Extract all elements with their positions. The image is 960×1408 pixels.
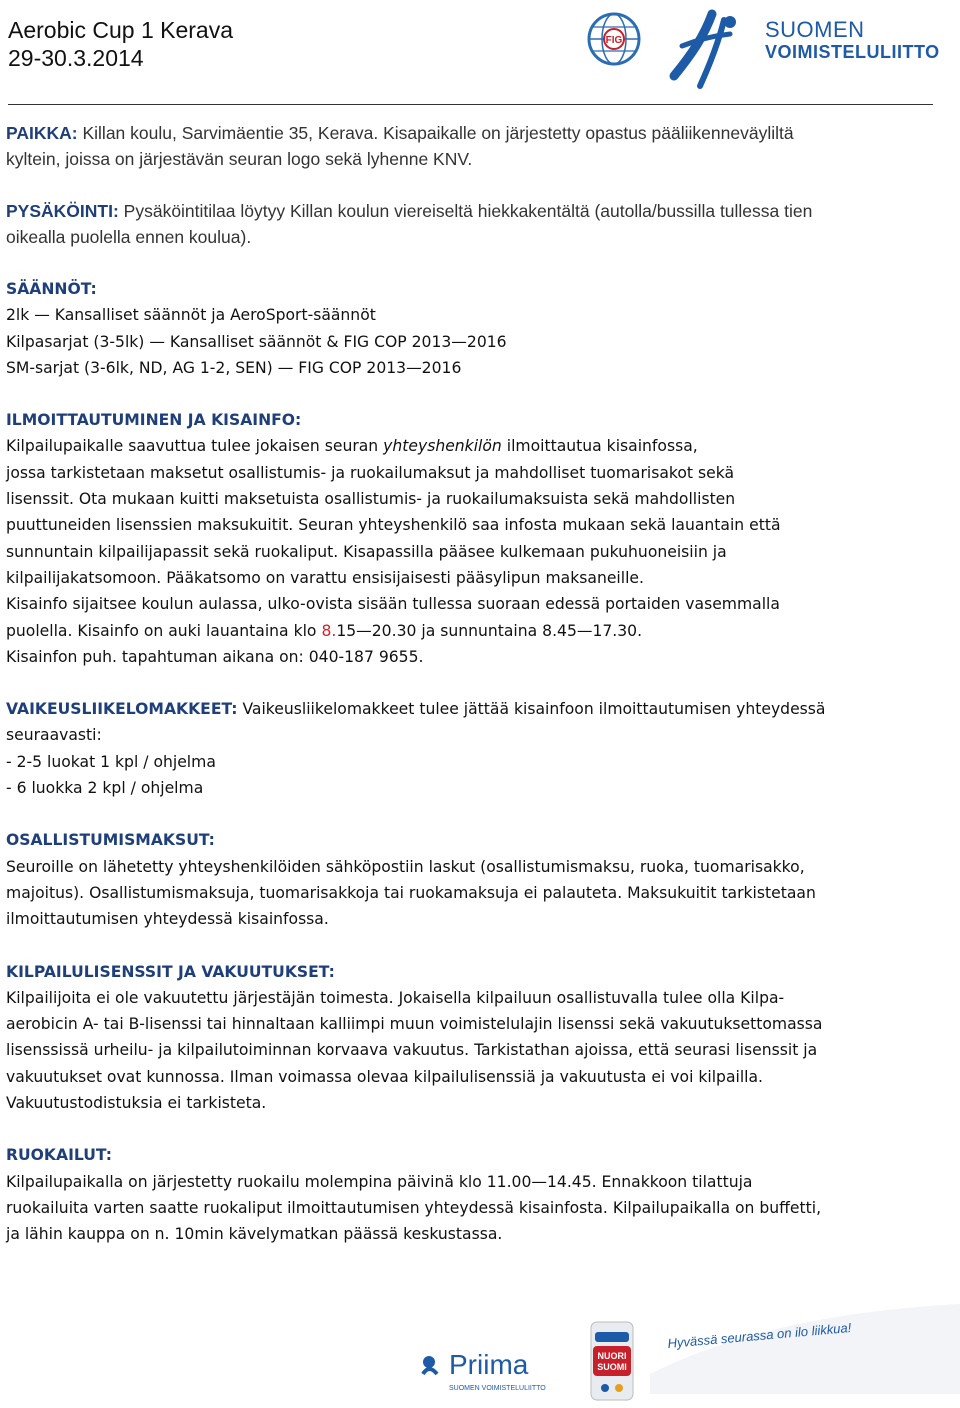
paikka-line2: kyltein, joissa on järjestävän seuran logo sekä lyhenne KNV. bbox=[6, 149, 473, 169]
gymnast-figure-icon bbox=[652, 6, 762, 96]
ruokailut-line: ruokailuita varten saatte ruokaliput ilmoittautumisen yhteydessä kisainfosta. Kilpailupaikalla on buffetti, bbox=[6, 1198, 822, 1217]
maksut-label: OSALLISTUMISMAKSUT: bbox=[6, 831, 215, 850]
ilmoittautuminen-label: ILMOITTAUTUMINEN JA KISAINFO: bbox=[6, 411, 302, 430]
header-divider bbox=[8, 104, 933, 105]
page-footer bbox=[0, 1300, 960, 1408]
priima-subtitle: SUOMEN VOIMISTELULIITTO bbox=[449, 1385, 546, 1392]
federation-line2: VOIMISTELULIITTO bbox=[765, 42, 940, 62]
priima-name: Priima bbox=[449, 1349, 529, 1380]
ilmo-line8-c: 15—20.30 ja sunnuntaina 8.45—17.30. bbox=[336, 621, 643, 640]
event-dates: 29-30.3.2014 bbox=[8, 45, 144, 71]
fig-logo-icon bbox=[585, 10, 643, 72]
paikka-line1: Killan koulu, Sarvimäentie 35, Kerava. Kisapaikalle on järjestetty opastus pääliikenneväyliltä bbox=[77, 123, 794, 143]
saannot-label: SÄÄNNÖT: bbox=[6, 280, 97, 298]
document-body bbox=[6, 120, 936, 1248]
vaikeus-line: - 6 luokka 2 kpl / ohjelma bbox=[6, 779, 204, 798]
maksut-line: Seuroille on lähetetty yhteyshenkilöiden sähköpostiin laskut (osallistumismaksu, ruoka, tuomarisakko, bbox=[6, 857, 805, 876]
ruokailut-line: Kilpailupaikalla on järjestetty ruokailu molempina päivinä klo 11.00—14.45. Ennakkoon tilattuja bbox=[6, 1172, 753, 1191]
ilmo-line: jossa tarkistetaan maksetut osallistumis- ja ruokailumaksut ja mahdolliset tuomarisakot sekä bbox=[6, 463, 735, 482]
saannot-line: 2lk — Kansalliset säännöt ja AeroSport-säännöt bbox=[6, 306, 376, 325]
nuori-suomi-badge-icon bbox=[583, 1308, 641, 1404]
section-lisenssit bbox=[6, 959, 936, 1117]
ilmo-line: Kisainfo sijaitsee koulun aulassa, ulko-ovista sisään tullessa suoraan edessä portaiden vasemmalla bbox=[6, 595, 780, 614]
pysakointi-line2: oikealla puolella ennen koulua). bbox=[6, 227, 252, 247]
lisenssit-line: vakuutukset ovat kunnossa. Ilman voimassa olevaa kilpailulisenssiä ja vakuutusta ei voi kilpailla. bbox=[6, 1067, 764, 1086]
lisenssit-line: Vakuutustodistuksia ei tarkisteta. bbox=[6, 1094, 267, 1113]
federation-line1: SUOMEN bbox=[765, 17, 865, 42]
saannot-line: SM-sarjat (3-6lk, ND, AG 1-2, SEN) — FIG COP 2013—2016 bbox=[6, 358, 462, 377]
ruokailut-label: RUOKAILUT: bbox=[6, 1146, 112, 1165]
section-ruokailut bbox=[6, 1142, 936, 1247]
maksut-line: majoitus). Osallistumismaksuja, tuomarisakkoja tai ruokamaksuja ei palauteta. Maksukuitit tarkistetaan bbox=[6, 883, 816, 902]
nuori-line2: SUOMI bbox=[597, 1362, 627, 1372]
fig-logo-label: FIG bbox=[605, 35, 623, 46]
nuori-line1: NUORI bbox=[597, 1351, 627, 1361]
ilmo-line: kilpailijakatsomoon. Pääkatsomo on varattu ensisijaisesti pääsylipun maksaneille. bbox=[6, 568, 644, 587]
slogan-text: Hyvässä seurassa on ilo liikkua! bbox=[666, 1319, 852, 1351]
section-paikka bbox=[6, 120, 936, 172]
lisenssit-label: KILPAILULISENSSIT JA VAKUUTUKSET: bbox=[6, 962, 335, 981]
section-maksut bbox=[6, 827, 936, 932]
lisenssit-line: Kilpailijoita ei ole vakuutettu järjestäjän toimesta. Jokaisella kilpailuun osallistuvalla tulee olla Kilpa- bbox=[6, 988, 785, 1007]
federation-logo-text bbox=[765, 18, 940, 62]
ilmo-line8-a: puolella. Kisainfo on auki lauantaina klo bbox=[6, 621, 322, 640]
priima-logo-icon bbox=[415, 1340, 555, 1400]
ilmo-line: lisenssit. Ota mukaan kuitti maksetuista osallistumis- ja ruokailumaksuista sekä mahdollisten bbox=[6, 490, 736, 509]
pysakointi-label: PYSÄKÖINTI: bbox=[6, 201, 119, 221]
maksut-line: ilmoittautumisen yhteydessä kisainfossa. bbox=[6, 910, 329, 929]
paikka-label: PAIKKA: bbox=[6, 123, 78, 143]
event-title: Aerobic Cup 1 Kerava bbox=[8, 17, 234, 43]
event-title-block bbox=[8, 16, 233, 72]
section-saannot bbox=[6, 276, 936, 381]
ilmo-line: sunnuntain kilpailijapassit sekä ruokaliput. Kisapassilla pääsee kulkemaan pukuhuoneisiin ja bbox=[6, 542, 727, 561]
ilmo-line: puuttuneiden lisenssien maksukuitit. Seuran yhteyshenkilö saa infosta mukaan sekä lauantain että bbox=[6, 516, 781, 535]
saannot-line: Kilpasarjat (3-5lk) — Kansalliset säännöt & FIG COP 2013—2016 bbox=[6, 332, 507, 351]
vaikeus-line1: Vaikeusliikelomakkeet tulee jättää kisainfoon ilmoittautumisen yhteydessä bbox=[237, 700, 826, 719]
pysakointi-line1: Pysäköintitilaa löytyy Killan koulun viereiseltä hiekkakentältä (autolla/bussilla tullessa tien bbox=[118, 201, 813, 221]
vaikeus-line: seuraavasti: bbox=[6, 726, 102, 745]
ilmo-line1-a: Kilpailupaikalle saavuttua tulee jokaisen seuran bbox=[6, 437, 384, 456]
ruokailut-line: ja lähin kauppa on n. 10min kävelymatkan päässä keskustassa. bbox=[6, 1225, 503, 1244]
page-header bbox=[0, 0, 960, 110]
lisenssit-line: lisenssissä urheilu- ja kilpailutoiminnan korvaava vakuutus. Tarkistathan ajoissa, että seurasi lisenssit ja bbox=[6, 1041, 818, 1060]
slogan-banner-icon bbox=[650, 1304, 960, 1394]
ilmo-line1-c: ilmoittautua kisainfossa, bbox=[501, 437, 698, 456]
lisenssit-line: aerobicin A- tai B-lisenssi tai hinnaltaan kalliimpi muun voimistelulajin lisenssi sekä vakuutuksettomassa bbox=[6, 1015, 823, 1034]
ilmo-line1-italic: yhteyshenkilön bbox=[383, 437, 502, 456]
ilmo-phone-line: Kisainfon puh. tapahtuman aikana on: 040-187 9655. bbox=[6, 647, 424, 666]
vaikeus-label: VAIKEUSLIIKELOMAKKEET: bbox=[6, 700, 238, 719]
vaikeus-line: - 2-5 luokat 1 kpl / ohjelma bbox=[6, 752, 216, 771]
section-pysakointi bbox=[6, 198, 936, 250]
section-vaikeus bbox=[6, 696, 936, 801]
section-ilmoittautuminen bbox=[6, 407, 936, 670]
ilmo-line8-red: 8. bbox=[321, 621, 337, 640]
